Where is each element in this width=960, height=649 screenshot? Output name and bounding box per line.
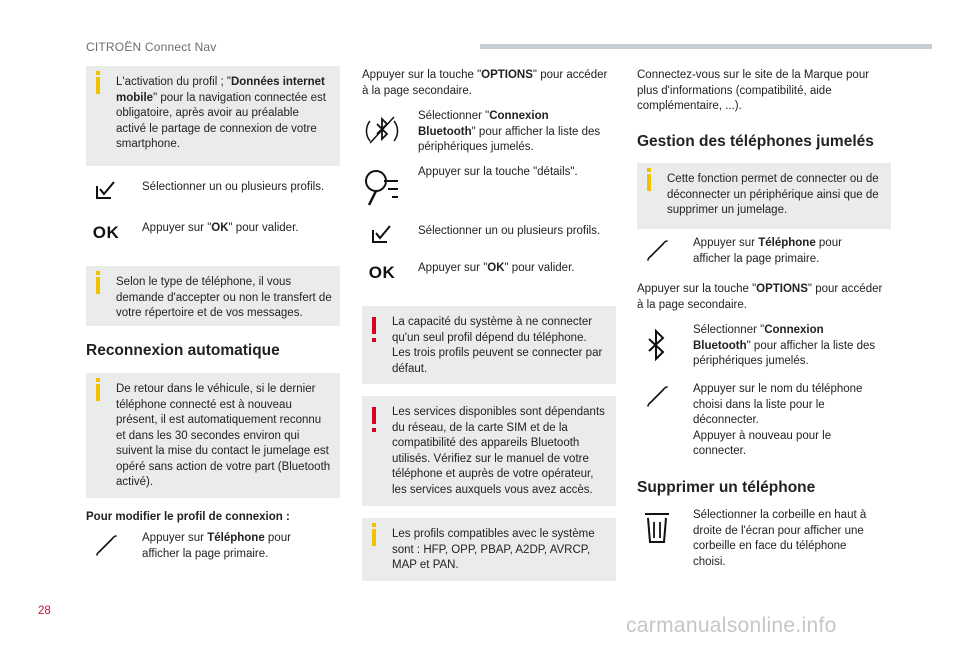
warning-icon [372,317,376,334]
info-note-paired: Cette fonction permet de connecter ou de déconnecter un périphérique ainsi que de supprimer un jumelage. [637,163,891,229]
bluetooth-icon [645,325,669,365]
brand-site-text: Connectez-vous sur le site de la Marque pour plus d'informations (compatibilité, aide complémentaire, ...). [637,69,870,112]
info-icon [96,277,100,294]
modify-profile-label: Pour modifier le profil de connexion : [86,511,290,523]
step-phone-name: Appuyer sur le nom du téléphone choisi dans la liste pour le déconnecter. Appuyer à nouveau pour le connecter. [637,382,891,460]
checkbox-icon [95,180,117,200]
info-note-data-profile: L'activation du profil ; "Données internet mobile" pour la navigation connectée est obligatoire, après avoir au préalable activé le partage de connexion de votre smartphone. [86,66,340,166]
header-bar [480,44,932,49]
step-select-profiles-2: Sélectionner un ou plusieurs profils. [362,222,616,244]
heading-delete-phone: Supprimer un téléphone [637,479,816,496]
magnifier-list-icon [362,167,402,211]
step-ok-validate-2: OK Appuyer sur "OK" pour valider. [368,262,575,282]
info-note-transfer: Selon le type de téléphone, il vous demande d'accepter ou non le transfert de votre répertoire et de vos messages. [86,266,340,326]
checkbox-icon [371,224,393,244]
info-icon [647,174,651,191]
info-note-profiles: Les profils compatibles avec le système sont : HFP, OPP, PBAP, A2DP, AVRCP, MAP et PAN. [362,518,616,581]
options-instruction: Appuyer sur la touche "OPTIONS" pour accéder à la page secondaire. [362,69,608,97]
step-select-profiles: Sélectionner un ou plusieurs profils. [86,178,340,200]
step-details: Appuyer sur la touche "détails". [362,165,616,211]
header-title: CITROËN Connect Nav [86,40,217,54]
heading-paired-phones: Gestion des téléphones jumelés [637,133,874,150]
heading-reconnexion: Reconnexion automatique [86,342,280,359]
warning-icon [372,407,376,424]
info-icon [96,384,100,401]
bluetooth-icon [362,111,402,151]
step-trash: Sélectionner la corbeille en haut à droite de l'écran pour afficher une corbeille en face du téléphone choisi. [637,508,891,570]
warning-services: Les services disponibles sont dépendants du réseau, de la carte SIM et de la compatibilité des appareils Bluetooth utilisés. Vérifiez sur le manuel de votre téléphone et auprès de votre opérateur, les services auxquels vous avez accès. [362,396,616,506]
info-icon [372,529,376,546]
step-press-telephone: Appuyer sur Téléphone pour afficher la page primaire. [86,531,340,562]
phone-handset-icon [645,238,669,262]
phone-handset-icon [645,384,669,408]
ok-icon: OK [368,263,396,282]
trash-icon [643,510,671,544]
ok-icon: OK [92,223,120,242]
watermark: carmanualsonline.info [626,614,837,637]
step-ok-validate: OK Appuyer sur "OK" pour valider. [92,222,299,242]
info-icon [96,77,100,94]
warning-single-profile: La capacité du système à ne connecter qu'un seul profil dépend du téléphone. Les trois profils peuvent se connecter par défaut. [362,306,616,384]
info-note-reconnexion: De retour dans le véhicule, si le dernier téléphone connecté est à nouveau présent, il est automatiquement reconnu et dans les 30 secondes environ qui suivent la mise du contact le jumelage est opéré sans action de votre part (Bluetooth activé). [86,373,340,498]
step-bluetooth-connection-2: Sélectionner "Connexion Bluetooth" pour afficher la liste des périphériques jumelés. [637,323,891,370]
phone-handset-icon [94,533,118,557]
step-bluetooth-connection: Sélectionner "Connexion Bluetooth" pour afficher la liste des périphériques jumelés. [362,109,616,156]
step-press-telephone-2: Appuyer sur Téléphone pour afficher la page primaire. [637,236,891,267]
page-number: 28 [38,605,51,617]
options-instruction-2: Appuyer sur la touche "OPTIONS" pour accéder à la page secondaire. [637,283,883,311]
